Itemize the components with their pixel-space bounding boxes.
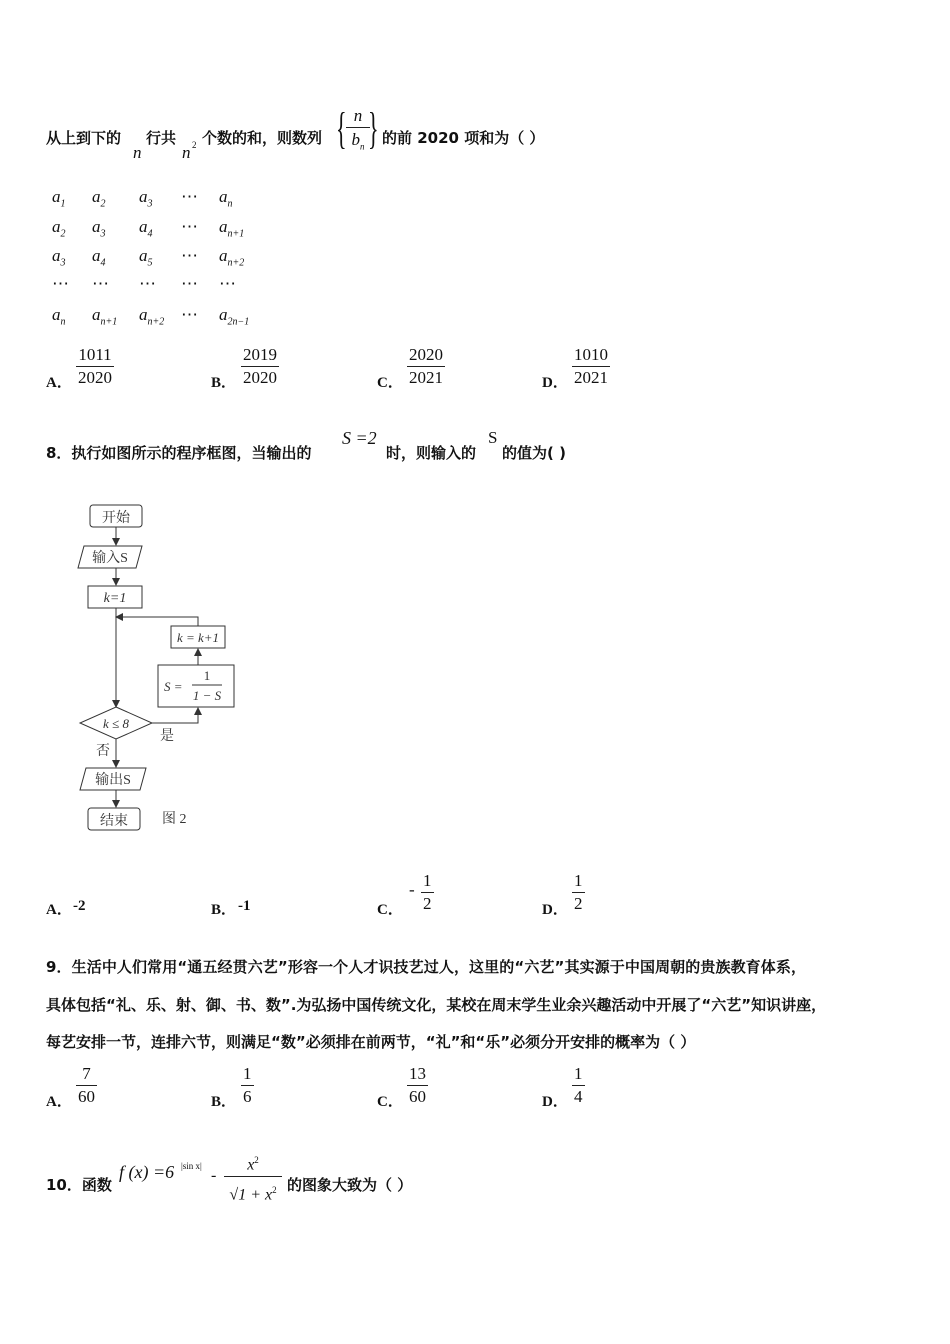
matrix-cell: $a_4$ [139,217,153,240]
q7-option-label: A． [46,375,72,391]
q9-line2: 具体包括“礼、乐、射、御、书、数”.为弘扬中国传统文化，某校在周末学生业余兴趣活动中开展了“六艺”知识讲座， [46,996,827,1014]
q7-text-c: 个数的和，则数列 [202,129,323,147]
fc-inc-label: k = k+1 [176,630,220,645]
q9-option-label: C． [377,1094,403,1110]
fc-output-label: 输出S [95,773,131,788]
q9-option-label: A． [46,1094,72,1110]
q7-option-fraction: 2019 2020 [243,345,277,387]
q10-exp: |sin x| [181,1161,202,1171]
matrix-cell: $a_2$ [92,187,106,210]
q9-line1: 9．生活中人们常用“通五经贯六艺”形容一个人才识技艺过人，这里的“六艺”其实源于中国周朝的贵族教育体系， [46,958,807,976]
q10-minus: - [211,1167,217,1184]
q9-option-label: B． [211,1094,237,1110]
matrix-cell: $a_2$ [52,217,66,240]
matrix-cell: ⋯ [139,274,156,293]
q9-option-fraction: 1 4 [574,1064,583,1106]
q8-option-sign: - [409,880,415,899]
matrix-cell: ⋯ [181,246,198,265]
q10-frac-num: x [247,1156,255,1174]
matrix-cell: $a_{n+1}$ [219,217,245,240]
q7-seq-den: b [351,130,360,149]
q7-text-b: 行共 [146,129,177,147]
q8-cond: S =2 [342,428,377,448]
q7-left-brace: { [336,104,347,153]
q8-option-label: C． [377,902,403,918]
matrix-cell: $a_{n+1}$ [92,305,118,328]
q8-option-label: A． [46,902,72,918]
matrix-cell: ⋯ [181,187,198,206]
q8-option-value: -2 [73,898,86,914]
q10-text-a: 10．函数 [46,1176,112,1194]
matrix-cell: ⋯ [52,274,69,293]
fc-yes-label: 是 [160,729,174,744]
fc-assign-num: 1 [203,668,211,683]
q8-option-value: -1 [238,898,251,914]
fc-end-label: 结束 [100,814,128,829]
q8-option-fraction: 1 2 [423,871,432,913]
q7-text-d: 的前 2020 项和为（ ） [382,129,545,147]
q9-line3: 每艺安排一节，连排六节，则满足“数”必须排在前两节，“礼”和“乐”必须分开安排的概率为（ ） [46,1033,696,1051]
q7-right-brace: } [368,104,379,153]
q8-option-label: B． [211,902,237,918]
fc-no-label: 否 [96,744,110,759]
fc-caption: 图 2 [162,812,187,827]
q7-option-label: B． [211,375,237,391]
q10-frac-den: √1 + x [229,1186,273,1204]
q7-option-fraction: 1011 2020 [78,345,112,387]
q7-option-fraction: 1010 2021 [574,345,608,387]
q7-option-fraction: 2020 2021 [409,345,443,387]
matrix-cell: ⋯ [181,274,198,293]
matrix-cell: $a_1$ [52,187,66,210]
q9-option-fraction: 1 6 [243,1064,252,1106]
matrix-cell: $a_4$ [92,246,106,269]
q8-text-b: 时，则输入的 [386,444,477,462]
q10-func: f (x) =6 [119,1162,175,1182]
q7-seq-num: n [353,106,363,125]
fc-input-label: 输入S [92,551,128,566]
q8-text-a: 8．执行如图所示的程序框图，当输出的 [46,444,312,462]
q8-option-fraction: 1 2 [574,871,583,913]
matrix-cell: $a_{n+2}$ [219,246,245,269]
q10-text-b: 的图象大致为（ ） [287,1176,413,1194]
q7-option-label: D． [542,375,568,391]
q10-frac-den-sup: 2 [272,1185,277,1196]
matrix-cell: $a_{n+2}$ [139,305,165,328]
q7-option-label: C． [377,375,403,391]
q9-option-label: D． [542,1094,568,1110]
matrix-cell: $a_n$ [52,305,66,328]
fc-assign-den: 1 − S [192,688,222,703]
q8-text-c: 的值为( ) [502,444,566,462]
matrix-cell: $a_{2n-1}$ [219,305,250,328]
q9-option-fraction: 7 60 [78,1064,95,1106]
q7-text-a: 从上到下的 [46,129,122,147]
matrix-cell: $a_3$ [92,217,106,240]
matrix-cell: ⋯ [92,274,109,293]
q7-var-n2: n [182,143,191,162]
matrix-cell: ⋯ [181,305,198,324]
matrix-cell: $a_3$ [139,187,153,210]
fc-cond-label: k ≤ 8 [103,716,129,731]
fc-init-label: k=1 [103,591,127,606]
q7-seq-den-sub: n [360,141,365,152]
q7-matrix [0,0,300,340]
matrix-cell: ⋯ [181,217,198,236]
q9-option-fraction: 13 60 [409,1064,426,1106]
matrix-cell: ⋯ [219,274,236,293]
fc-assign-lhs: S = [164,679,183,694]
q8-option-label: D． [542,902,568,918]
q8-var-s: S [488,428,498,447]
matrix-cell: $a_5$ [139,246,153,269]
q10-fraction [224,1149,282,1209]
matrix-cell: $a_3$ [52,246,66,269]
fc-start-label: 开始 [102,511,130,526]
matrix-cell: $a_n$ [219,187,233,210]
q10-frac-num-sup: 2 [254,1155,259,1165]
q8-flowchart [60,495,260,845]
q7-sup2: 2 [192,140,197,150]
q7-var-n: n [133,143,142,162]
q7-seq-fraction [346,105,370,158]
